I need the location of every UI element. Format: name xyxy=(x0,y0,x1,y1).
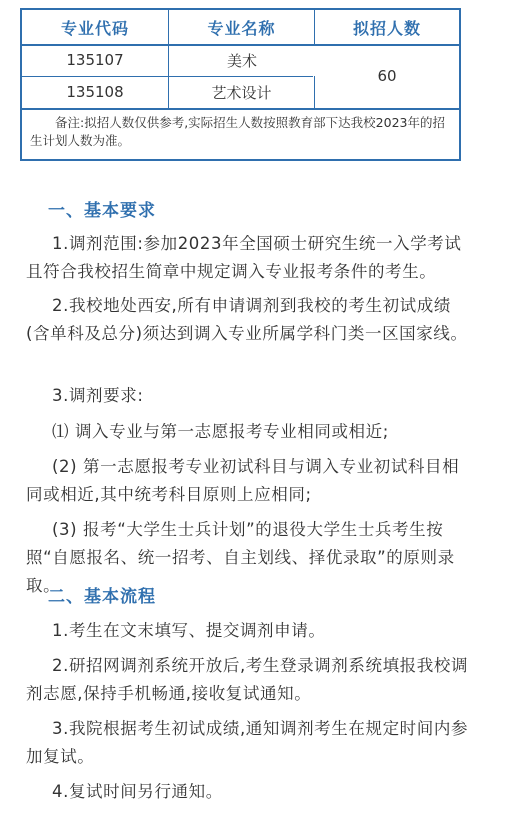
paragraph: ⑴ 调入专业与第一志愿报考专业相同或相近; xyxy=(52,422,389,441)
paragraph: 3.调剂要求: xyxy=(52,386,144,405)
paragraph: 3.我院根据考生初试成绩,通知调剂考生在规定时间内参加复试。 xyxy=(26,719,469,766)
header-name: 专业名称 xyxy=(169,10,315,44)
paragraph: 2.研招网调剂系统开放后,考生登录调剂系统填报我校调剂志愿,保持手机畅通,接收复试通知。 xyxy=(26,656,469,703)
row-code: 135107 xyxy=(22,44,169,76)
row-name: 美术 xyxy=(226,51,257,70)
table-header-row xyxy=(22,10,459,46)
header-quota: 拟招人数 xyxy=(352,18,421,38)
paragraph: 4.复试时间另行通知。 xyxy=(52,782,223,801)
row-name: 艺术设计 xyxy=(169,76,315,108)
paragraph: (2) 第一志愿报考专业初试科目与调入专业初试科目相同或相近,其中统考科目原则上应相同; xyxy=(26,457,460,504)
paragraph: (3) 报考“大学生士兵计划”的退役大学生士兵考生按照“自愿报名、统一招考、自主划线、择优录取”的原则录取。 xyxy=(26,520,455,595)
enrollment-table xyxy=(20,8,461,161)
table-row xyxy=(22,44,313,77)
table-note: 备注:拟招人数仅供参考,实际招生人数按照教育部下达我校2023年的招生计划人数为准。 xyxy=(30,115,445,148)
paragraph: 1.考生在文末填写、提交调剂申请。 xyxy=(52,621,326,640)
row-code: 135108 xyxy=(22,76,169,108)
quota-value: 60 xyxy=(377,67,397,85)
paragraph: 1.调剂范围:参加2023年全国硕士研究生统一入学考试且符合我校招生简章中规定调入专业报考条件的考生。 xyxy=(26,234,462,281)
header-code: 专业代码 xyxy=(22,10,169,44)
section-title-process: 二、基本流程 xyxy=(48,587,156,607)
section-title-requirements: 一、基本要求 xyxy=(48,201,156,221)
paragraph: 2.我校地处西安,所有申请调剂到我校的考生初试成绩(含单科及总分)须达到调入专业所属学科门类一区国家线。 xyxy=(26,296,468,343)
